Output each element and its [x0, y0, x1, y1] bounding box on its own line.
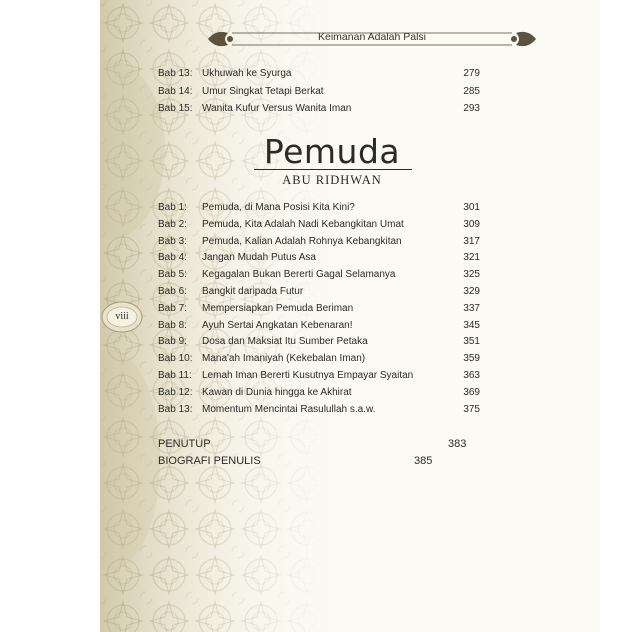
toc-chapter-title: Ayuh Sertai Angkatan Kebenaran!	[202, 319, 353, 331]
toc-chapter-number: Bab 15:	[158, 103, 193, 114]
toc-page-number: 293	[463, 103, 480, 114]
section-author: ABU RIDHWAN	[282, 173, 382, 187]
toc-chapter-number: Bab 13:	[158, 403, 193, 415]
toc-chapter-number: Bab 14:	[158, 85, 193, 97]
book-page	[100, 0, 600, 632]
toc-closing-biografi	[158, 455, 438, 471]
toc-row	[158, 353, 480, 369]
toc-row	[158, 252, 480, 268]
toc-row	[158, 103, 480, 119]
toc-row	[158, 219, 480, 235]
toc-chapter-number: Bab 12:	[158, 386, 193, 398]
toc-chapter-number: Bab 5:	[158, 269, 187, 281]
toc-chapter-number: Bab 11:	[158, 370, 192, 381]
section-title-rule	[254, 169, 412, 170]
toc-chapter-title: Dosa dan Maksiat Itu Sumber Petaka	[202, 336, 368, 348]
toc-chapter-title: Pemuda, Kalian Adalah Rohnya Kebangkitan	[202, 235, 402, 247]
toc-page-number: 325	[463, 269, 480, 281]
section-title: Pemuda	[263, 132, 401, 171]
toc-chapter-title: Pemuda, di Mana Posisi Kita Kini?	[202, 202, 355, 213]
toc-chapter-title: Kegagalan Bukan Bererti Gagal Selamanya	[202, 269, 396, 281]
toc-chapter-number: Bab 8:	[158, 319, 187, 331]
toc-chapter-number: Bab 3:	[158, 235, 187, 247]
toc-chapter-title: Momentum Mencintai Rasulullah s.a.w.	[202, 403, 376, 415]
toc-page-number: 351	[463, 336, 480, 348]
toc-row	[158, 236, 480, 252]
toc-page-number: 363	[463, 370, 480, 381]
toc-page-number: 317	[463, 235, 480, 247]
toc-chapter-number: Bab 1:	[158, 202, 187, 213]
toc-chapter-number: Bab 9:	[158, 336, 187, 348]
closing-page: 385	[414, 455, 433, 467]
page-number-badge	[100, 300, 144, 334]
toc-page-number: 285	[463, 85, 480, 97]
closing-page: 383	[448, 438, 467, 450]
toc-chapter-number: Bab 4:	[158, 252, 187, 264]
toc-row	[158, 202, 480, 218]
toc-chapter-number: Bab 10:	[158, 353, 193, 365]
toc-page-number: 359	[463, 353, 480, 365]
toc-row	[158, 303, 480, 319]
toc-page-number: 337	[463, 302, 480, 314]
toc-chapter-title: Mana'ah Imaniyah (Kekebalan Iman)	[202, 353, 366, 365]
toc-row	[158, 370, 480, 386]
toc-page-number: 375	[463, 403, 480, 415]
toc-page-number: 321	[463, 252, 480, 264]
toc-row	[158, 286, 480, 302]
closing-title: PENUTUP	[158, 438, 211, 450]
toc-chapter-title: Jangan Mudah Putus Asa	[202, 252, 316, 264]
toc-page-number: 369	[463, 386, 480, 398]
toc-closing-penutup	[158, 438, 468, 454]
toc-chapter-number: Bab 2:	[158, 218, 187, 230]
header-title: Keimanan Adalah Palsi	[318, 31, 426, 43]
toc-chapter-title: Bangkit daripada Futur	[202, 286, 304, 297]
page-number: viii	[115, 311, 129, 322]
toc-row	[158, 404, 480, 420]
toc-row	[158, 387, 480, 403]
toc-chapter-number: Bab 7:	[158, 302, 187, 314]
toc-row	[158, 68, 480, 84]
toc-row	[158, 336, 480, 352]
toc-row	[158, 269, 480, 285]
closing-title: BIOGRAFI PENULIS	[158, 455, 261, 467]
running-header	[206, 28, 538, 50]
toc-chapter-title: Ukhuwah ke Syurga	[202, 68, 292, 79]
toc-row	[158, 86, 480, 102]
toc-chapter-number: Bab 6:	[158, 286, 187, 297]
toc-row	[158, 320, 480, 336]
toc-page-number: 279	[463, 68, 480, 79]
toc-chapter-title: Pemuda, Kita Adalah Nadi Kebangkitan Umat	[202, 218, 404, 230]
toc-chapter-title: Umur Singkat Tetapi Berkat	[202, 85, 324, 97]
toc-chapter-title: Lemah Iman Bererti Kusutnya Empayar Syaitan	[202, 370, 414, 381]
toc-chapter-title: Mempersiapkan Pemuda Beriman	[202, 302, 354, 314]
toc-chapter-number: Bab 13:	[158, 68, 193, 79]
toc-chapter-title: Kawan di Dunia hingga ke Akhirat	[202, 386, 352, 398]
toc-page-number: 345	[463, 319, 480, 331]
toc-chapter-title: Wanita Kufur Versus Wanita Iman	[202, 103, 352, 114]
toc-page-number: 309	[463, 218, 480, 230]
toc-page-number: 329	[463, 286, 480, 297]
toc-page-number: 301	[463, 202, 480, 213]
